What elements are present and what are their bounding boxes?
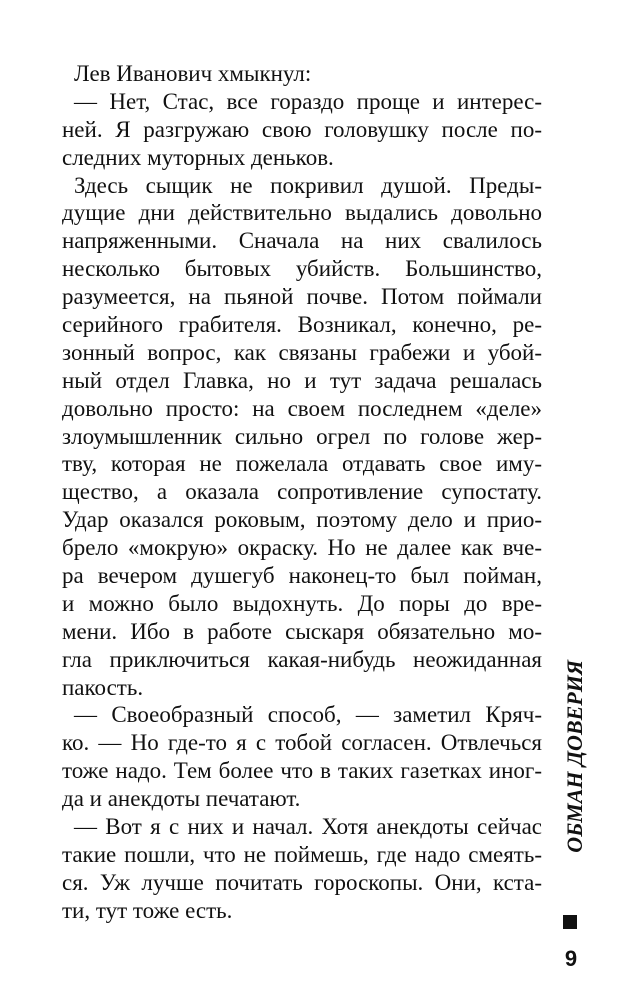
text-line: разумеется, на пьяной почве. Потом поймали [62, 284, 542, 310]
text-line: и можно было выдохнуть. До поры до вре- [62, 590, 542, 616]
text-line: — Вот я с них и начал. Хотя анекдоты сейчас [74, 814, 542, 840]
page-number: 9 [564, 946, 578, 971]
text-line: щество, а оказала сопротивление супостату. [62, 479, 542, 505]
text-line: тву, которая не пожелала отдавать свое иму- [62, 451, 542, 477]
text-line: дущие дни действительно выдались довольно [62, 200, 542, 226]
text-line: пакость. [62, 674, 144, 700]
text-line: такие пошли, что не поймешь, где надо смеять- [62, 841, 542, 867]
text-line: несколько бытовых убийств. Большинство, [62, 256, 542, 282]
text-line: тоже надо. Тем более что в таких газетках иног- [62, 758, 542, 784]
text-line: злоумышленник сильно огрел по голове жер- [62, 423, 542, 449]
text-line: ра вечером душегуб наконец-то был пойман, [62, 563, 542, 589]
running-title-text: ОБМАН ДОВЕРИЯ [562, 660, 587, 853]
text-line: мени. Ибо в работе сыскаря обязательно мо- [62, 618, 542, 644]
text-line: следних муторных деньков. [62, 144, 334, 170]
text-line: брело «мокрую» окраску. Но не далее как вче- [62, 535, 542, 561]
text-line: напряженными. Сначала на них свалилось [62, 228, 542, 254]
text-line: ти, тут тоже есть. [62, 897, 233, 923]
text-line: Лев Иванович хмыкнул: [74, 61, 312, 86]
text-line: — Нет, Стас, все гораздо проще и интерес- [74, 88, 542, 114]
text-line: зонный вопрос, как связаны грабежи и убой- [62, 339, 542, 365]
text-line: довольно просто: на своем последнем «деле» [62, 395, 542, 421]
text-line: ней. Я разгружаю свою головушку после по- [62, 116, 542, 142]
text-line: — Своеобразный способ, — заметил Кряч- [74, 702, 542, 728]
text-line: ный отдел Главка, но и тут задача решалась [62, 367, 542, 393]
text-line: ся. Уж лучше почитать гороскопы. Они, кста- [62, 869, 542, 895]
square-marker-icon [563, 915, 577, 929]
text-line: Здесь сыщик не покривил душой. Преды- [74, 172, 542, 198]
running-title [547, 660, 587, 938]
text-line: серийного грабителя. Возникал, конечно, ре- [62, 312, 542, 338]
text-line: гла приключиться какая-нибудь неожиданная [62, 646, 542, 672]
body-text [62, 60, 542, 925]
text-line: Удар оказался роковым, поэтому дело и прио- [62, 507, 542, 533]
text-line: ко. — Но где-то я с тобой согласен. Отвлечься [62, 730, 542, 756]
text-line: да и анекдоты печатают. [62, 786, 301, 812]
